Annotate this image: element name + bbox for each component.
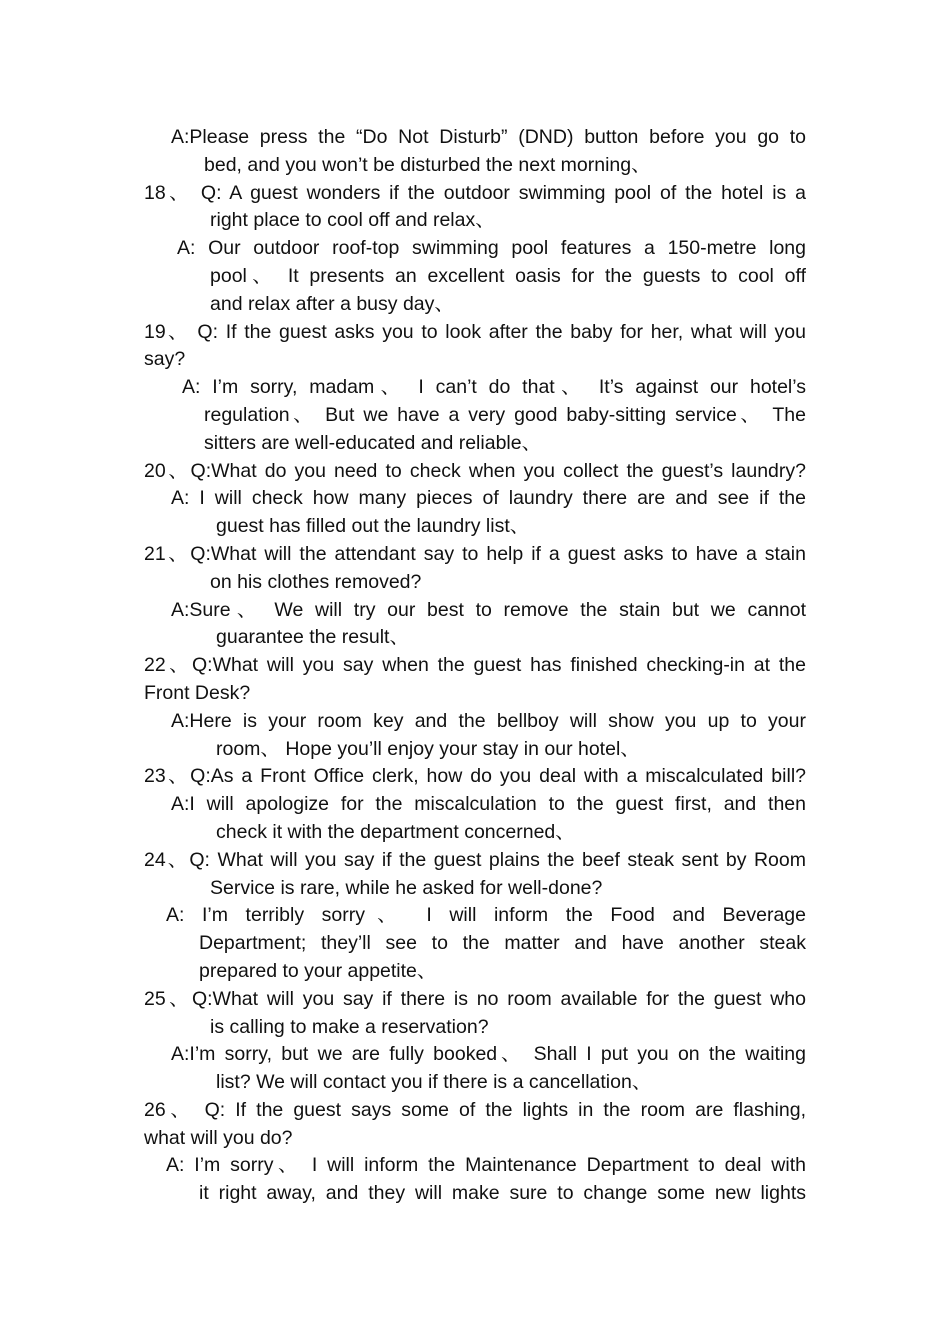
answer-continuation-line: it right away, and they will make sure to change some new lights: [199, 1182, 806, 1205]
answer-continuation-line: room、 Hope you’ll enjoy your stay in our hotel、: [216, 737, 640, 760]
answer-line: A:I’m sorry, but we are fully booked、 Shall I put you on the waiting: [171, 1043, 806, 1066]
answer-line: A: I’m sorry, madam、 I can’t do that、 It’s against our hotel’s: [182, 376, 806, 399]
question-continuation-line: right place to cool off and relax、: [210, 209, 495, 232]
question-20-line: 20、Q:What do you need to check when you collect the guest’s laundry?: [144, 459, 806, 482]
question-continuation-line: what will you do?: [144, 1126, 293, 1149]
question-continuation-line: Service is rare, while he asked for well-done?: [210, 876, 603, 899]
answer-continuation-line: sitters are well-educated and reliable、: [204, 431, 542, 454]
question-24-line: 24、Q: What will you say if the guest plains the beef steak sent by Room: [144, 848, 806, 871]
answer-continuation-line: check it with the department concerned、: [216, 820, 575, 843]
answer-line: A:Sure、 We will try our best to remove the stain but we cannot: [171, 598, 806, 621]
question-23-line: 23、Q:As a Front Office clerk, how do you deal with a miscalculated bill?: [144, 765, 806, 788]
answer-line: A: I will check how many pieces of laundry there are and see if the: [171, 487, 806, 510]
answer-line: A: I’m sorry、 I will inform the Maintenance Department to deal with: [166, 1154, 806, 1177]
question-25-line: 25、Q:What will you say if there is no room available for the guest who: [144, 987, 806, 1010]
answer-line: A:I will apologize for the miscalculation to the guest first, and then: [171, 793, 806, 816]
qa-text-body: [144, 124, 806, 1208]
answer-continuation-line: regulation、 But we have a very good baby-sitting service、 The: [204, 403, 806, 426]
question-continuation-line: on his clothes removed?: [210, 570, 422, 593]
answer-continuation-line: guest has filled out the laundry list、: [216, 515, 530, 538]
answer-continuation-line: and relax after a busy day、: [210, 292, 454, 315]
question-22-line: 22、Q:What will you say when the guest has finished checking-in at the: [144, 654, 806, 677]
answer-line: A:Here is your room key and the bellboy will show you up to your: [171, 709, 806, 732]
question-19-line: 19、 Q: If the guest asks you to look after the baby for her, what will you: [144, 320, 806, 343]
question-18-line: 18、 Q: A guest wonders if the outdoor swimming pool of the hotel is a: [144, 181, 806, 204]
question-26-line: 26、 Q: If the guest says some of the lights in the room are flashing,: [144, 1098, 806, 1121]
answer-continuation-line: bed, and you won’t be disturbed the next morning、: [204, 153, 651, 176]
answer-line: A: Our outdoor roof-top swimming pool features a 150-metre long: [177, 237, 806, 260]
question-21-line: 21、Q:What will the attendant say to help if a guest asks to have a stain: [144, 542, 806, 565]
question-continuation-line: Front Desk?: [144, 681, 251, 704]
answer-line: A:Please press the “Do Not Disturb” (DND) button before you go to: [171, 126, 806, 148]
answer-continuation-line: pool、 It presents an excellent oasis for the guests to cool off: [210, 264, 806, 287]
answer-continuation-line: prepared to your appetite、: [199, 959, 437, 982]
answer-continuation-line: Department; they’ll see to the matter and have another steak: [199, 932, 806, 955]
answer-continuation-line: guarantee the result、: [216, 626, 409, 649]
question-continuation-line: is calling to make a reservation?: [210, 1015, 489, 1038]
question-continuation-line: say?: [144, 348, 186, 371]
answer-continuation-line: list? We will contact you if there is a cancellation、: [216, 1071, 652, 1094]
answer-line: A: I’m terribly sorry、 I will inform the Food and Beverage: [166, 904, 806, 927]
